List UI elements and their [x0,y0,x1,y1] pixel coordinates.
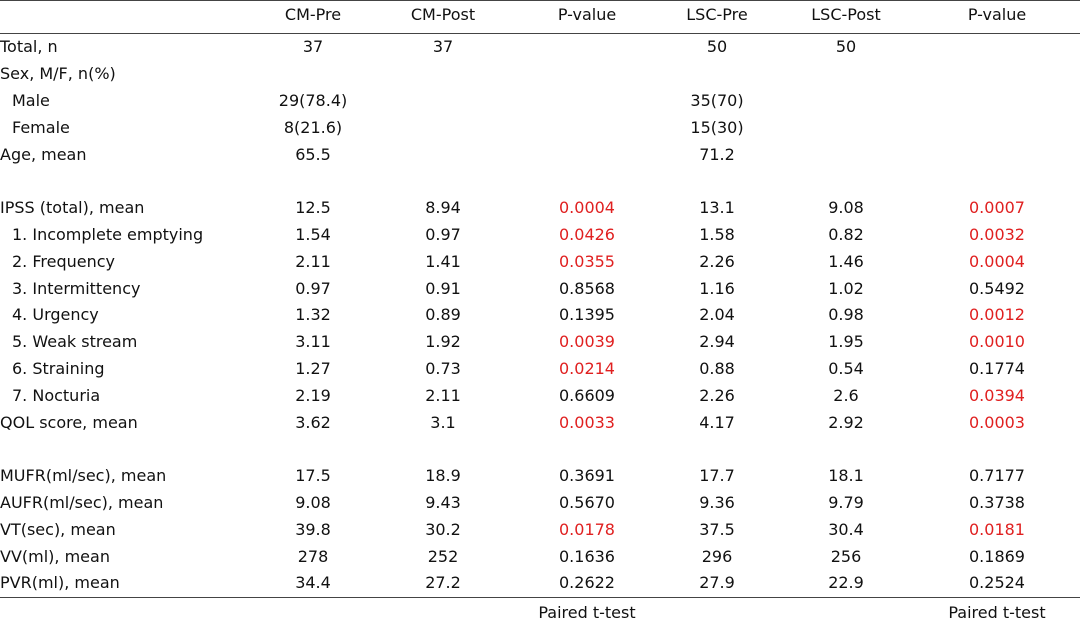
cell-cm-pre: 2.19 [295,385,331,405]
cell-lsc-post: 2.6 [833,385,859,405]
table-row [0,436,1080,463]
footer-empty-cell [778,597,914,632]
table-row [0,516,1080,543]
row-label: Sex, M/F, n(%) [0,64,116,84]
cell-lsc-pre: 2.26 [699,385,735,405]
cell-lsc-pre: 2.04 [699,305,735,325]
cell-lsc-p-value: 0.5492 [969,278,1025,298]
cell-lsc-p-value: 0.0003 [969,412,1025,432]
cell-lsc-pre [656,436,778,463]
cell-lsc-post: 50 [835,37,857,57]
table-row [0,409,1080,436]
cell-cm-pre: 1.27 [295,358,331,378]
cell-cm-p-value: 0.5670 [559,492,615,512]
cell-lsc-pre: 35(70) [690,90,744,110]
table-row [0,34,1080,61]
cell-cm-pre: 278 [297,546,329,566]
cell-cm-post [368,114,518,141]
header-row [0,1,1080,34]
row-label [0,168,258,195]
header-cm-post: CM-Post [368,1,518,34]
cell-lsc-p-value: 0.0394 [969,385,1025,405]
table-row [0,570,1080,597]
cell-cm-p-value [518,141,656,168]
row-label [0,436,258,463]
cell-cm-post: 1.92 [425,332,461,352]
cell-lsc-p-value [914,114,1080,141]
cell-lsc-pre [656,168,778,195]
header-cm-p-value: P-value [518,1,656,34]
cell-lsc-post: 256 [830,546,862,566]
cell-lsc-p-value: 0.1869 [969,546,1025,566]
cell-lsc-post: 2.92 [828,412,864,432]
cell-cm-pre: 3.11 [295,332,331,352]
cell-cm-pre: 1.54 [295,224,331,244]
cell-lsc-post [778,141,914,168]
table-row [0,329,1080,356]
header-lsc-post: LSC-Post [778,1,914,34]
cell-lsc-pre: 37.5 [699,519,735,539]
cell-cm-post: 0.73 [425,358,461,378]
cell-lsc-pre: 2.26 [699,251,735,271]
row-label: 1. Incomplete emptying [12,224,204,244]
table-row [0,141,1080,168]
footer-label-cell [0,597,258,632]
cell-lsc-p-value: 0.0032 [969,224,1025,244]
cell-cm-pre: 8(21.6) [283,117,343,137]
cell-cm-pre: 9.08 [295,492,331,512]
table-row [0,302,1080,329]
cell-cm-post: 2.11 [425,385,461,405]
cell-lsc-p-value: 0.1774 [969,358,1025,378]
cell-lsc-post: 1.46 [828,251,864,271]
cell-lsc-p-value: 0.0012 [969,305,1025,325]
cell-lsc-post [778,88,914,115]
table-row [0,195,1080,222]
cell-lsc-pre: 0.88 [699,358,735,378]
cell-lsc-pre: 2.94 [699,332,735,352]
cell-cm-post: 1.41 [425,251,461,271]
table-row [0,248,1080,275]
row-label: Male [12,90,50,110]
cell-lsc-p-value: 0.0004 [969,251,1025,271]
cell-lsc-post: 9.79 [828,492,864,512]
cell-cm-post [368,61,518,88]
cell-lsc-post [778,114,914,141]
cell-cm-post: 252 [427,546,459,566]
cell-cm-pre: 39.8 [295,519,331,539]
cell-cm-post: 18.9 [425,466,461,486]
cell-lsc-pre: 1.16 [699,278,735,298]
table-row [0,490,1080,517]
cell-cm-p-value: 0.1636 [559,546,615,566]
cell-cm-pre: 1.32 [295,305,331,325]
cell-cm-pre: 3.62 [295,412,331,432]
cell-cm-p-value: 0.0033 [559,412,615,432]
cell-cm-post: 9.43 [425,492,461,512]
cell-cm-p-value: 0.0355 [559,251,615,271]
footer-empty-cell [656,597,778,632]
table-row [0,275,1080,302]
cell-cm-post [368,168,518,195]
cell-cm-pre [258,168,368,195]
footer-cm-test-note: Paired t-test [538,602,636,622]
cell-lsc-p-value: 0.2524 [914,570,1080,597]
cell-cm-p-value: 0.6609 [559,385,615,405]
header-label-cell [0,1,258,34]
cell-cm-pre [258,436,368,463]
cell-cm-pre: 2.11 [295,251,331,271]
cell-lsc-post: 0.98 [828,305,864,325]
cell-lsc-pre: 50 [706,37,728,57]
cell-lsc-post: 1.95 [828,332,864,352]
cell-cm-pre: 29(78.4) [278,90,348,110]
row-label: 4. Urgency [12,305,99,325]
cell-lsc-p-value: 0.3738 [969,492,1025,512]
cell-cm-p-value [518,114,656,141]
footer-lsc-test-note: Paired t-test [948,602,1046,622]
cell-cm-p-value: 0.2622 [518,570,656,597]
footer-row [0,597,1080,632]
cell-cm-p-value [518,436,656,463]
cell-lsc-p-value [914,34,1080,61]
cell-cm-pre [258,61,368,88]
header-lsc-p-value: P-value [914,1,1080,34]
cell-lsc-post: 9.08 [828,198,864,218]
cell-cm-pre: 65.5 [295,144,331,164]
cell-cm-p-value: 0.0178 [559,519,615,539]
table-row [0,168,1080,195]
table-row [0,382,1080,409]
table-row [0,114,1080,141]
cell-lsc-pre: 296 [701,546,733,566]
cell-lsc-pre: 17.7 [699,466,735,486]
table-row [0,88,1080,115]
cell-cm-p-value [518,168,656,195]
cell-cm-post [368,436,518,463]
cell-cm-post: 27.2 [368,570,518,597]
cell-cm-p-value: 0.1395 [559,305,615,325]
header-cm-pre: CM-Pre [258,1,368,34]
row-label: AUFR(ml/sec), mean [0,492,164,512]
row-label: 2. Frequency [12,251,116,271]
cell-lsc-p-value: 0.0010 [969,332,1025,352]
cell-lsc-p-value [914,88,1080,115]
cell-lsc-p-value [914,436,1080,463]
cell-cm-post [368,88,518,115]
cell-lsc-pre [656,61,778,88]
cell-lsc-pre: 27.9 [656,570,778,597]
cell-cm-pre: 0.97 [295,278,331,298]
cell-lsc-p-value [914,168,1080,195]
cell-cm-post: 30.2 [425,519,461,539]
cell-cm-pre: 17.5 [295,466,331,486]
cell-lsc-pre: 15(30) [690,117,744,137]
table-row [0,61,1080,88]
cell-lsc-pre: 13.1 [699,198,735,218]
table-row [0,222,1080,249]
cell-cm-p-value: 0.0426 [559,224,615,244]
cell-lsc-p-value: 0.0181 [969,519,1025,539]
footer-empty-cell [368,597,518,632]
row-label: PVR(ml), mean [0,570,258,597]
cell-cm-post [368,141,518,168]
row-label: IPSS (total), mean [0,198,145,218]
cell-lsc-p-value [914,141,1080,168]
cell-cm-pre: 34.4 [258,570,368,597]
row-label: Female [12,117,70,137]
row-label: 6. Straining [12,358,105,378]
cell-cm-p-value [518,61,656,88]
table-row [0,543,1080,570]
cell-cm-post: 37 [432,37,454,57]
cell-lsc-post: 1.02 [828,278,864,298]
row-label: VV(ml), mean [0,546,110,566]
cell-cm-post: 8.94 [425,198,461,218]
row-label: 5. Weak stream [12,332,138,352]
cell-cm-pre: 12.5 [295,198,331,218]
row-label: MUFR(ml/sec), mean [0,466,167,486]
cell-cm-post: 3.1 [430,412,456,432]
cell-lsc-p-value: 0.7177 [969,466,1025,486]
row-label: 7. Nocturia [12,385,101,405]
cell-lsc-pre: 71.2 [699,144,735,164]
table-body [0,34,1080,598]
cell-cm-p-value: 0.0004 [559,198,615,218]
cell-cm-p-value: 0.3691 [559,466,615,486]
row-label: QOL score, mean [0,412,138,432]
cell-lsc-p-value: 0.0007 [969,198,1025,218]
row-label: 3. Intermittency [12,278,141,298]
table-row [0,463,1080,490]
cell-cm-p-value [518,34,656,61]
cell-cm-post: 0.97 [425,224,461,244]
cell-lsc-pre: 9.36 [699,492,735,512]
cell-lsc-post: 30.4 [828,519,864,539]
cell-cm-post: 0.89 [425,305,461,325]
cell-lsc-post [778,168,914,195]
cell-lsc-pre: 4.17 [699,412,735,432]
cell-cm-pre: 37 [302,37,324,57]
cell-lsc-p-value [914,61,1080,88]
cell-lsc-post: 0.54 [828,358,864,378]
table-row [0,356,1080,383]
cell-lsc-post [778,61,914,88]
cell-lsc-pre: 1.58 [699,224,735,244]
cell-lsc-post [778,436,914,463]
cell-lsc-post: 18.1 [828,466,864,486]
cell-cm-p-value: 0.0214 [559,358,615,378]
footer-empty-cell [258,597,368,632]
cell-cm-p-value [518,88,656,115]
header-lsc-pre: LSC-Pre [656,1,778,34]
cell-lsc-post: 22.9 [778,570,914,597]
cell-cm-p-value: 0.8568 [559,278,615,298]
cell-cm-p-value: 0.0039 [559,332,615,352]
row-label: Age, mean [0,144,87,164]
cell-cm-post: 0.91 [425,278,461,298]
row-label: VT(sec), mean [0,519,116,539]
row-label: Total, n [0,37,58,57]
cell-lsc-post: 0.82 [828,224,864,244]
